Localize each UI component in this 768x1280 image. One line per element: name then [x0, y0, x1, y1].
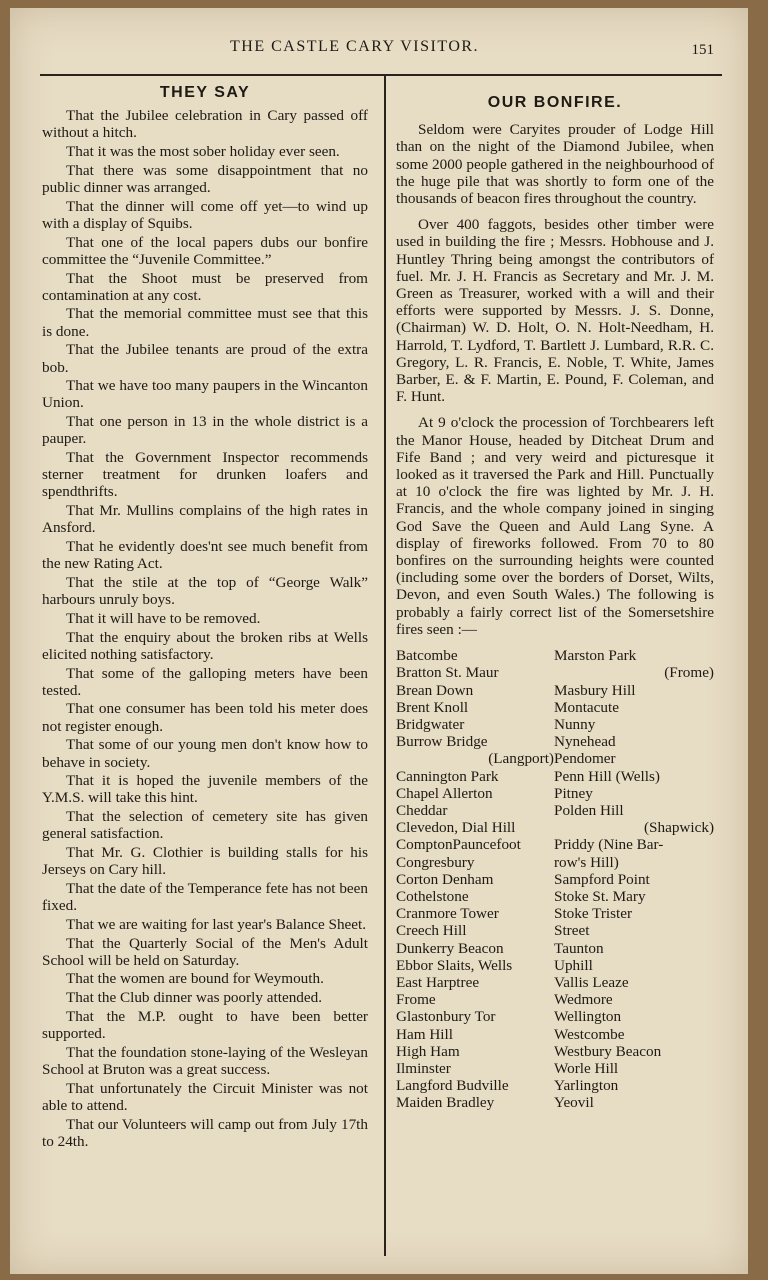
place-name: Stoke St. Mary [554, 887, 646, 905]
header-rule-right [350, 74, 722, 76]
place-name: Vallis Leaze [554, 973, 629, 991]
they-say-item: That we are waiting for last year's Balance Sheet. [66, 915, 367, 933]
they-say-item: That the Government Inspector recommends sterner treatment for drunken loafers and spendthrifts. [42, 449, 368, 501]
page-number: 151 [691, 42, 714, 58]
they-say-item: That the date of the Temperance fete has not been fixed. [42, 879, 368, 915]
publication-title: THE CASTLE CARY VISITOR. [230, 38, 480, 55]
place-name: Burrow Bridge [396, 733, 488, 751]
place-name: Marston Park [554, 647, 637, 665]
place-name: Cranmore Tower [396, 905, 499, 923]
place-name: Bratton St. Maur [396, 664, 499, 682]
they-say-item: That the memorial committee must see that this is done. [42, 305, 368, 340]
they-say-list [42, 107, 368, 1150]
place-name: Cannington Park [396, 767, 499, 785]
bonfire-paragraph: Seldom were Caryites prouder of Lodge Hill than on the night of the Diamond Jubilee, when some 2000 people gathered in the neighbourhood of the huge pile that was shortly to form one of the thousands of beacon fires throughout the country. [396, 121, 714, 208]
place-name: row's Hill) [554, 853, 619, 871]
place-name: Langford Budville [396, 1077, 509, 1095]
place-name: Frome [396, 991, 436, 1009]
they-say-item: That it is hoped the juvenile members of the Y.M.S. will take this hint. [42, 772, 368, 807]
they-say-item: That the Quarterly Social of the Men's Adult School will be held on Saturday. [42, 934, 368, 969]
place-name: Chapel Allerton [396, 784, 493, 802]
they-say-item: That one of the local papers dubs our bonfire committee the “Juvenile Committee.” [42, 233, 368, 268]
place-name: Worle Hill [554, 1059, 619, 1077]
they-say-item: That Mr. Mullins complains of the high rates in Ansford. [42, 502, 368, 537]
place-name: Westcombe [554, 1025, 625, 1043]
place-name: Wellington [554, 1008, 622, 1026]
place-name: Penn Hill (Wells) [554, 767, 660, 785]
place-name: Nynehead [554, 733, 616, 751]
they-say-item: That the selection of cemetery site has given general satisfaction. [42, 808, 368, 843]
they-say-item: That it will have to be removed. [66, 609, 261, 627]
place-name: Pitney [554, 784, 593, 802]
bonfire-places-list [396, 647, 714, 1111]
place-name: Sampford Point [554, 870, 650, 888]
place-name: Montacute [554, 698, 619, 716]
place-name: Wedmore [554, 991, 613, 1009]
place-name: Uphill [554, 956, 593, 974]
they-say-item: That the Jubilee celebration in Cary passed off without a hitch. [42, 107, 368, 142]
they-say-item: That some of our young men don't know how to behave in society. [42, 736, 368, 771]
header-rule-left [40, 74, 370, 76]
place-name: Priddy (Nine Bar- [554, 836, 664, 854]
place-name: Ham Hill [396, 1025, 453, 1043]
bonfire-article [396, 121, 714, 638]
bonfire-column [396, 94, 714, 1112]
place-name: (Frome) [664, 664, 714, 682]
place-name: Nunny [554, 715, 596, 733]
bonfire-paragraph: Over 400 faggots, besides other timber were used in building the fire ; Messrs. Hobhouse and J. Huntley Thring being amongst the contributors of fuel. Mr. J. H. Francis as Secretary and Mr. J. M. Green as Treasurer, worked with a will and their efforts were supported by Messrs. J. S. Donne, (Chairman) W. D. Holt, O. N. Holt-Needham, H. Harrold, T. Lydford, T. Bartlett J. Lumbard, R.R. C. Gregory, L. R. Francis, E. Noble, T. White, James Barber, E. & F. Martin, E. Pound, F. Coleman, and F. Hunt. [396, 216, 714, 406]
they-say-item: That the enquiry about the broken ribs at Wells elicited nothing satisfactory. [42, 628, 368, 663]
they-say-item: That Mr. G. Clothier is building stalls for his Jerseys on Cary hill. [42, 844, 368, 879]
place-name: Stoke Trister [554, 905, 633, 923]
they-say-item: That the stile at the top of “George Walk” harbours unruly boys. [42, 573, 368, 609]
they-say-item: That he evidently does'nt see much benefit from the new Rating Act. [42, 538, 368, 573]
place-name: (Langport) [488, 750, 554, 768]
place-name: Congresbury [396, 853, 475, 871]
place-name: Bridgwater [396, 715, 465, 733]
bonfire-heading: OUR BONFIRE. [487, 94, 623, 111]
they-say-item: That we have too many paupers in the Wincanton Union. [42, 377, 368, 412]
page-header [10, 38, 748, 68]
place-name: (Shapwick) [643, 819, 714, 837]
place-name: Corton Denham [396, 870, 494, 888]
place-name: Maiden Bradley [396, 1094, 495, 1112]
place-name: Yeovil [554, 1094, 594, 1112]
they-say-column [42, 84, 368, 1151]
place-name: Masbury Hill [554, 681, 636, 699]
they-say-item: That the Club dinner was poorly attended. [66, 989, 323, 1007]
place-name: Batcombe [396, 647, 458, 665]
place-name: High Ham [396, 1042, 460, 1060]
place-name: Ebbor Slaits, Wells [396, 956, 513, 974]
place-name: Taunton [554, 939, 604, 957]
they-say-item: That the Jubilee tenants are proud of the extra bob. [42, 341, 368, 376]
they-say-item: That the dinner will come off yet—to wind up with a display of Squibs. [42, 197, 368, 232]
place-name: East Harptree [396, 973, 480, 991]
they-say-item: That it was the most sober holiday ever seen. [66, 143, 340, 161]
place-name: Glastonbury Tor [396, 1008, 496, 1026]
column-divider [384, 76, 386, 1256]
place-name: Dunkerry Beacon [396, 939, 504, 957]
place-name: Brean Down [396, 681, 474, 699]
they-say-item: That some of the galloping meters have been tested. [42, 664, 368, 699]
place-name: Pendomer [554, 750, 616, 768]
place-name: ComptonPauncefoot [396, 836, 521, 854]
place-name: Clevedon, Dial Hill [396, 819, 516, 837]
place-name: Creech Hill [396, 922, 467, 940]
place-name: Polden Hill [554, 801, 624, 819]
place-name: Yarlington [554, 1077, 619, 1095]
they-say-heading: THEY SAY [159, 84, 251, 101]
they-say-item: That the Shoot must be preserved from contamination at any cost. [42, 269, 368, 304]
they-say-item: That our Volunteers will camp out from July 17th to 24th. [42, 1115, 368, 1150]
they-say-item: That the women are bound for Weymouth. [66, 970, 324, 988]
they-say-item: That one consumer has been told his meter does not register enough. [42, 700, 368, 735]
place-name: Westbury Beacon [554, 1042, 662, 1060]
they-say-item: That the foundation stone-laying of the Wesleyan School at Bruton was a great success. [42, 1043, 368, 1078]
bonfire-paragraph: At 9 o'clock the procession of Torchbearers left the Manor House, headed by Ditcheat Drum and Fife Band ; and very weird and picturesque it looked as it traversed the Park and Hill. Punctually at 10 o'clock the fire was lighted by Mr. J. H. Francis, and the whole company joined in singing God Save the Queen and Auld Lang Syne. A display of fireworks followed. From 70 to 80 bonfires on the surrounding heights were counted (including some over the borders of Dorset, Wilts, Devon, and even South Wales.) The following is probably a fairly correct list of the Somersetshire fires seen :— [396, 414, 714, 638]
place-name: Street [554, 922, 590, 940]
place-name: Ilminster [396, 1059, 451, 1077]
they-say-item: That unfortunately the Circuit Minister was not able to attend. [42, 1079, 368, 1114]
they-say-item: That one person in 13 in the whole district is a pauper. [42, 413, 368, 448]
place-name: Brent Knoll [396, 698, 469, 716]
newspaper-page [10, 8, 748, 1274]
they-say-item: That the M.P. ought to have been better supported. [42, 1007, 368, 1043]
place-name: Cothelstone [396, 887, 469, 905]
they-say-item: That there was some disappointment that no public dinner was arranged. [42, 161, 368, 197]
place-name: Cheddar [396, 801, 448, 819]
